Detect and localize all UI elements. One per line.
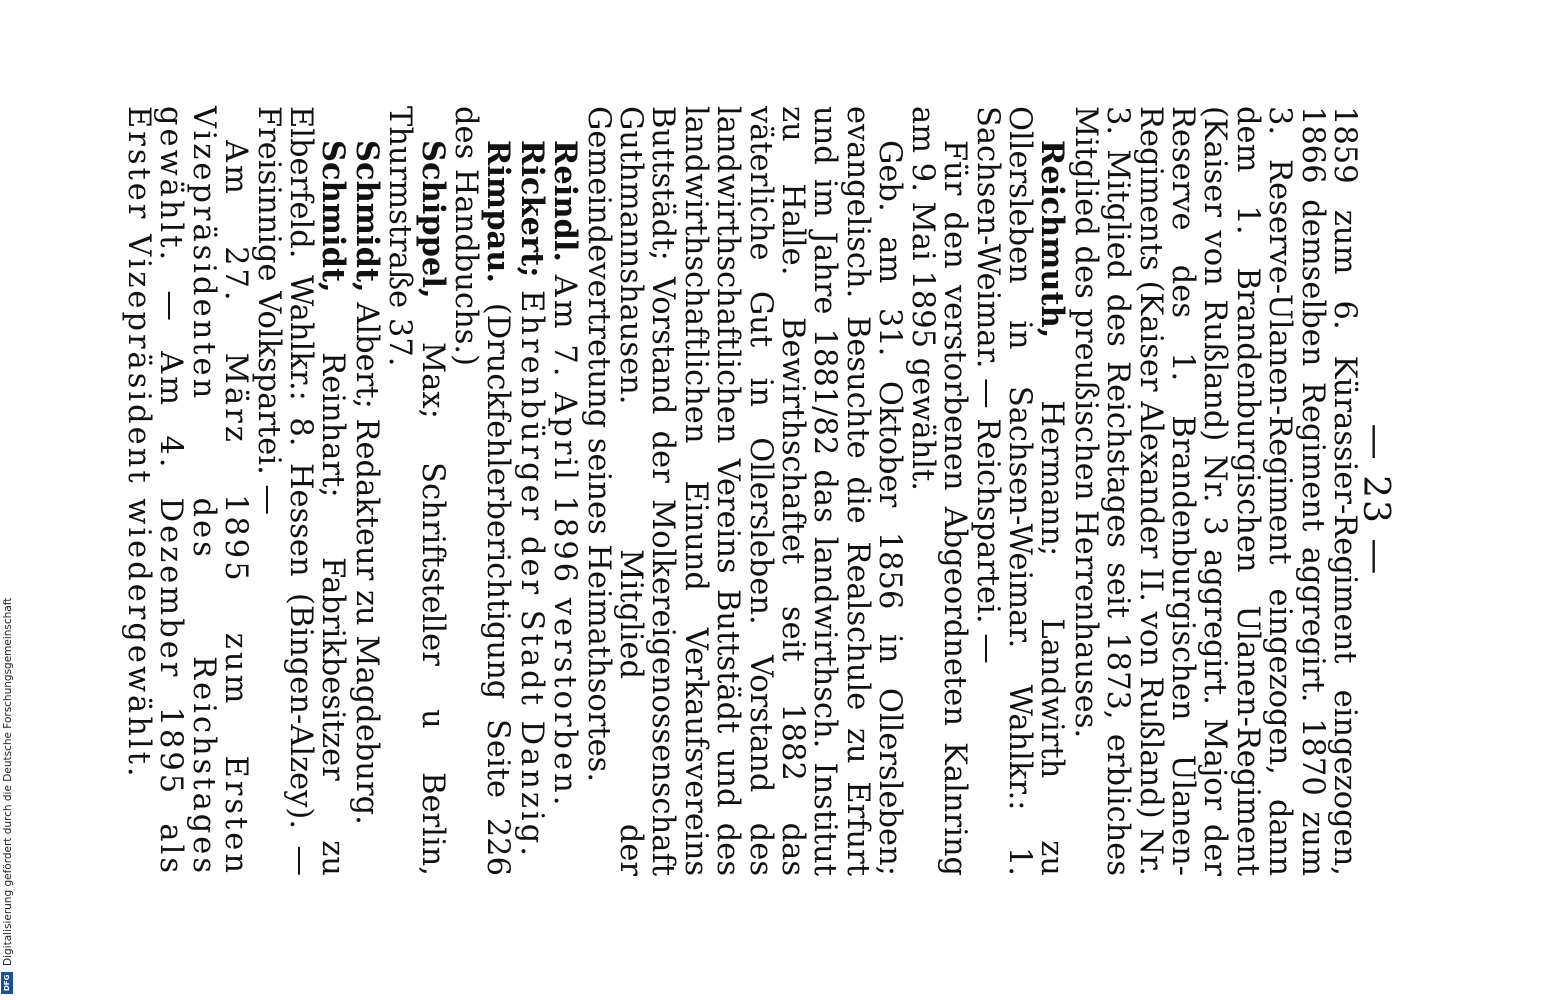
entry-name: Schippel,	[414, 140, 451, 299]
digitization-credit-bar	[0, 0, 16, 1000]
entry-paragraph	[547, 106, 584, 876]
entry-name: Schmidt,	[315, 140, 352, 293]
entry-paragraph	[513, 106, 550, 876]
entry-text: Albert; Redakteur zu Magdeburg.	[348, 292, 384, 825]
entry-text: (Druckfehlerberichtigung Seite 226 des Handbuchs.)	[448, 106, 516, 876]
entry-text: Ehrenbürger der Stadt Danzig.	[513, 277, 549, 859]
entry-text: Am 7. April 1896 verstorben.	[547, 262, 583, 809]
entry-paragraph	[904, 106, 973, 876]
entry-paragraph	[580, 106, 908, 876]
entry-text: Am 27. März 1895 zum Ersten Vizepräsidenten des Reichstages gewählt. — Am 4. Dezember 1895 als Erster Vizepräsident wiedergewählt.	[120, 106, 254, 876]
entry-paragraph-continued	[1068, 106, 1360, 876]
entry-text: Max; Schriftsteller u Berlin, Thurmstraße 37.	[382, 106, 450, 876]
entry-paragraph	[250, 106, 352, 876]
dfg-logo-icon: DFG	[1, 972, 13, 994]
text-block	[122, 106, 1360, 876]
entry-paragraph	[122, 106, 252, 876]
entry-text: Reinhart; Fabrikbesitzer zu Elberfeld. Wahlkr.: 8. Hessen (Bingen-Alzey). — Freisinnige Volkspartei. —	[250, 106, 351, 876]
entry-text: Für den verstorbenen Abgeordneten Kalnring am 9. Mai 1895 gewählt.	[904, 106, 973, 876]
entry-name: Rimpau.	[480, 140, 517, 284]
digitization-credit-text: Digitalisierung gefördert durch die Deutsche Forschungsgemeinschaft	[2, 597, 14, 966]
entry-text: Geb. am 31. Oktober 1856 in Ollersleben; evangelisch. Besuchte die Realschule zu Erfurt und im Jahre 1881/82 das landwirthsch. Institut zu Halle. Bewirthschaftet seit 1882 das väterliche Gut in Ollersleben. Vorstand des landwirthschaftlichen Vereins Buttstädt und des landwirthschaftlichen Einund Verkaufsvereins Buttstädt; Vorstand der Molkereigenossenschaft Guthmannshausen. Mitglied der Gemeindevertretung seines Heimathsortes.	[580, 106, 908, 876]
entry-text: Hermann; Landwirth zu Ollersleben in Sachsen-Weimar. Wahlkr.: 1. Sachsen-Weimar. — Reichspartei. —	[969, 106, 1070, 876]
entry-paragraph	[969, 106, 1071, 876]
entry-text: 1859 zum 6. Kürassier-Regiment eingezogen, 1866 demselben Regiment aggregirt. 1870 zum 3. Reserve-Ulanen-Regiment eingezogen, dann dem 1. Brandenburgischen Ulanen-Regiment (Kaiser von Rußland) Nr. 3 aggregirt. Major der Reserve des 1. Brandenburgischen Ulanen-Regiments (Kaiser Alexander II. von Rußland) Nr. 3. Mitglied des Reichstages seit 1873, erbliches Mitglied des preußischen Herrenhauses.	[1067, 106, 1362, 876]
entry-name: Schmidt,	[348, 140, 385, 293]
entry-name: Rickert;	[513, 140, 550, 278]
entry-paragraph	[449, 106, 515, 876]
entry-name: Reindl.	[547, 140, 584, 263]
entry-paragraph	[383, 106, 449, 876]
page-number: — 23 —	[1355, 423, 1396, 577]
entry-name: Reichmuth,	[1034, 140, 1071, 339]
entry-paragraph	[348, 106, 385, 876]
